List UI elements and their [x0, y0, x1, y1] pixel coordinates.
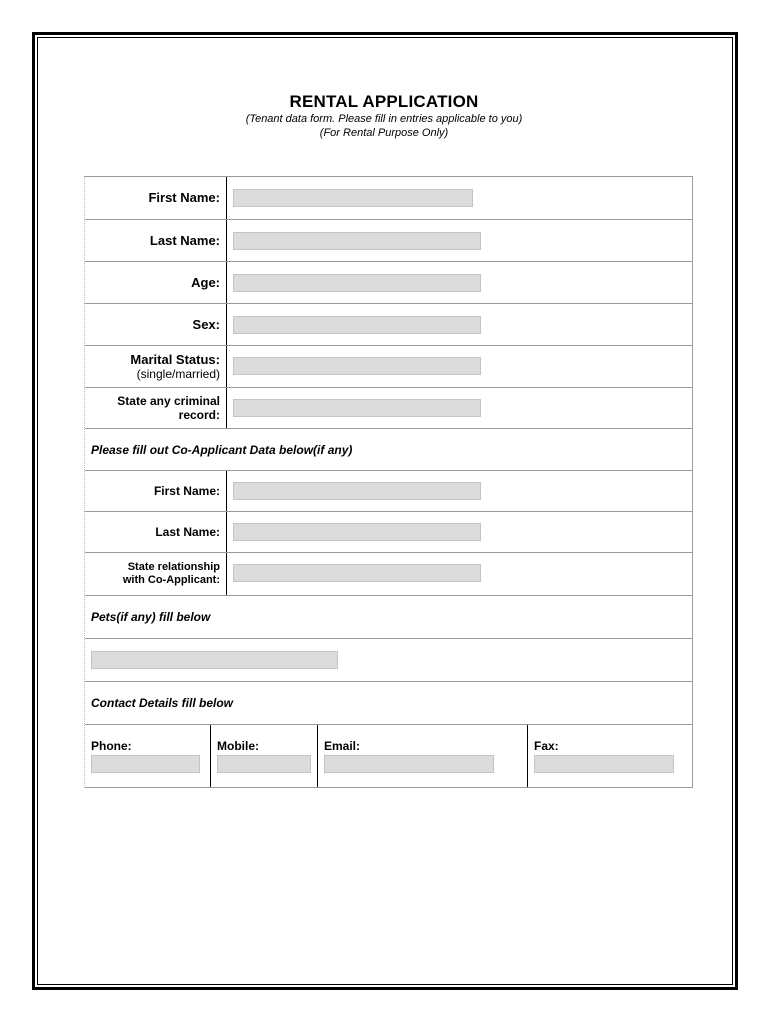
last-name-label: Last Name:: [85, 220, 227, 261]
phone-label: Phone:: [91, 739, 132, 753]
row-co-last-name: [85, 512, 692, 553]
fax-cell: [528, 725, 692, 787]
row-first-name: [85, 177, 692, 220]
document-subtitle-line-1: (Tenant data form. Please fill in entries applicable to you): [245, 113, 523, 125]
mobile-cell: [211, 725, 318, 787]
email-cell: [318, 725, 528, 787]
row-contact-details: [85, 725, 692, 788]
header: [0, 92, 768, 140]
sex-field[interactable]: [233, 316, 481, 334]
relationship-field[interactable]: [233, 564, 481, 582]
co-first-name-label: First Name:: [85, 471, 227, 511]
co-applicant-section-heading: Please fill out Co-Applicant Data below(if any): [85, 429, 692, 471]
rental-application-form: [84, 176, 693, 788]
mobile-label: Mobile:: [217, 739, 259, 753]
marital-status-label-cell: [85, 346, 227, 387]
relationship-label-line-2: with Co-Applicant:: [122, 574, 220, 586]
fax-field[interactable]: [534, 755, 674, 773]
relationship-label-line-1: State relationship: [127, 561, 220, 573]
age-field[interactable]: [233, 274, 481, 292]
row-sex: [85, 304, 692, 346]
email-field[interactable]: [324, 755, 494, 773]
pets-section-heading: Pets(if any) fill below: [85, 596, 692, 639]
row-last-name: [85, 220, 692, 262]
last-name-field[interactable]: [233, 232, 481, 250]
marital-status-label: Marital Status:: [130, 351, 220, 367]
row-marital-status: [85, 346, 692, 388]
marital-status-hint: (single/married): [136, 366, 220, 381]
row-criminal-record: [85, 388, 692, 429]
age-label: Age:: [85, 262, 227, 303]
row-age: [85, 262, 692, 304]
co-first-name-field[interactable]: [233, 482, 481, 500]
row-pets: [85, 639, 692, 682]
email-label: Email:: [324, 739, 361, 753]
document-title: RENTAL APPLICATION: [289, 92, 479, 111]
document-subtitle-line-2: (For Rental Purpose Only): [319, 127, 449, 139]
row-relationship: [85, 553, 692, 596]
criminal-record-label-line-2: record:: [178, 408, 220, 422]
criminal-record-field[interactable]: [233, 399, 481, 417]
phone-field[interactable]: [91, 755, 200, 773]
contact-section-heading: Contact Details fill below: [85, 682, 692, 725]
fax-label: Fax:: [534, 739, 559, 753]
criminal-record-label-cell: [85, 388, 227, 428]
pets-field[interactable]: [91, 651, 338, 669]
marital-status-field[interactable]: [233, 357, 481, 375]
phone-cell: [85, 725, 211, 787]
relationship-label-cell: [85, 553, 227, 595]
co-last-name-field[interactable]: [233, 523, 481, 541]
co-last-name-label: Last Name:: [85, 512, 227, 552]
sex-label: Sex:: [85, 304, 227, 345]
row-co-first-name: [85, 471, 692, 512]
first-name-field[interactable]: [233, 189, 473, 207]
mobile-field[interactable]: [217, 755, 311, 773]
criminal-record-label-line-1: State any criminal: [117, 394, 220, 408]
first-name-label: First Name:: [85, 177, 227, 219]
